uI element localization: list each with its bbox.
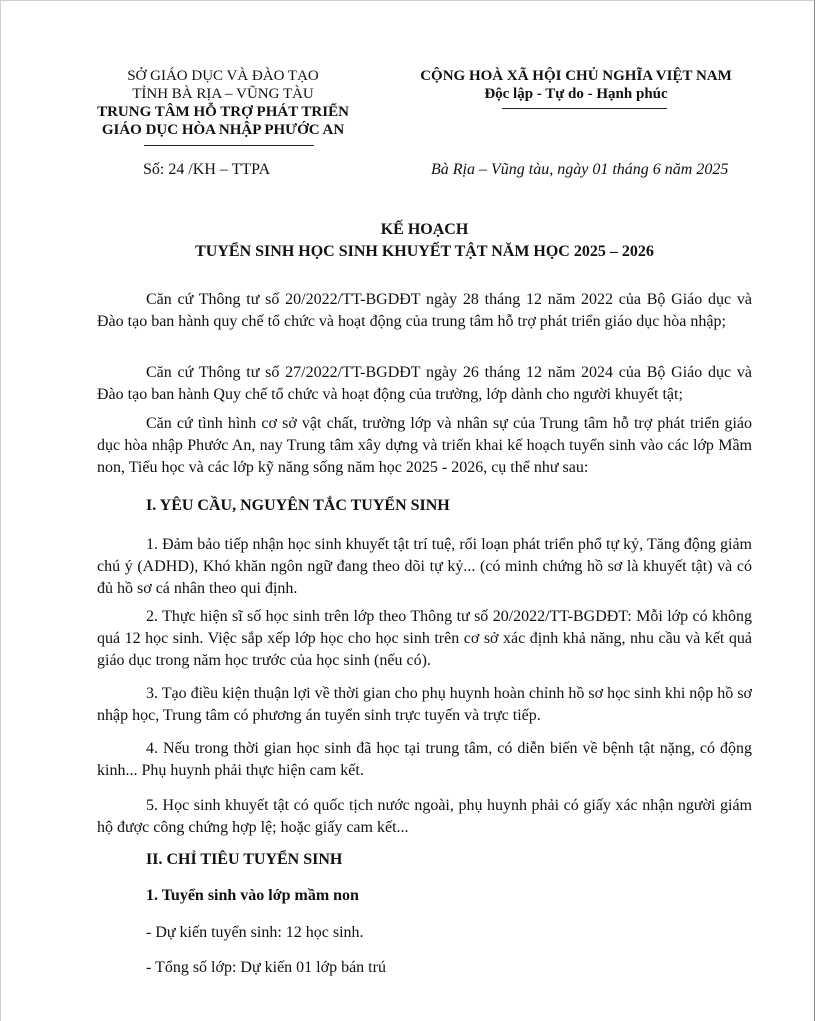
- header-right: [391, 67, 761, 103]
- subsection-heading-preschool: 1. Tuyển sinh vào lớp mầm non: [146, 887, 359, 904]
- document-date: Bà Rịa – Vũng tàu, ngày 01 tháng 6 năm 2025: [431, 161, 729, 178]
- requirement-item-1: 1. Đảm bảo tiếp nhận học sinh khuyết tật trí tuệ, rối loạn phát triển phổ tự kỷ, Tăng động giảm chú ý (ADHD), Khó khăn ngôn ngữ đang theo dõi tự kỷ... (có minh chứng hồ sơ là khuyết tật) và có đủ hồ sơ cá nhân theo qui định.: [97, 536, 752, 597]
- center-name-line1: TRUNG TÂM HỖ TRỢ PHÁT TRIỂN: [97, 104, 349, 120]
- nation-motto: Độc lập - Tự do - Hạnh phúc: [484, 86, 668, 102]
- enrollment-target-line: - Dự kiến tuyển sinh: 12 học sinh.: [146, 924, 364, 941]
- class-count-line: - Tổng số lớp: Dự kiến 01 lớp bán trú: [146, 959, 386, 976]
- header-left-underline: [144, 145, 314, 146]
- basis-paragraph-2: Căn cứ Thông tư số 27/2022/TT-BGDĐT ngày 26 tháng 12 năm 2024 của Bộ Giáo dục và Đào tạo ban hành Quy chế tổ chức và hoạt động của trường, lớp dành cho người khuyết tật;: [97, 364, 752, 403]
- requirement-item-5: 5. Học sinh khuyết tật có quốc tịch nước ngoài, phụ huynh phải có giấy xác nhận người giám hộ được công chứng hợp lệ; hoặc giấy cam kết...: [97, 797, 752, 836]
- requirement-item-3: 3. Tạo điều kiện thuận lợi về thời gian cho phụ huynh hoàn chỉnh hồ sơ học sinh khi nộp hồ sơ nhập học, Trung tâm có phương án tuyển sinh trực tuyến và trực tiếp.: [97, 685, 752, 724]
- requirement-item-4: 4. Nếu trong thời gian học sinh đã học tại trung tâm, có diễn biến về bệnh tật nặng, có động kinh... Phụ huynh phải thực hiện cam kết.: [97, 740, 752, 779]
- basis-paragraph-1: Căn cứ Thông tư số 20/2022/TT-BGDĐT ngày 28 tháng 12 năm 2022 của Bộ Giáo dục và Đào tạo ban hành quy chế tổ chức và hoạt động của trung tâm hỗ trợ phát triển giáo dục hòa nhập;: [97, 291, 752, 330]
- section-heading-2: II. CHỈ TIÊU TUYỂN SINH: [146, 851, 343, 868]
- document-subtitle: TUYỂN SINH HỌC SINH KHUYẾT TẬT NĂM HỌC 2025 – 2026: [195, 243, 654, 260]
- document-number: Số: 24 /KH – TTPA: [143, 161, 271, 178]
- center-name-line2: GIÁO DỤC HÒA NHẬP PHƯỚC AN: [101, 122, 345, 138]
- header-right-underline: [502, 108, 667, 109]
- agency-name: SỞ GIÁO DỤC VÀ ĐÀO TẠO: [127, 68, 319, 84]
- basis-paragraph-3: Căn cứ tình hình cơ sở vật chất, trường lớp và nhân sự của Trung tâm hỗ trợ phát triển giáo dục hòa nhập Phước An, nay Trung tâm xây dựng và triển khai kế hoạch tuyển sinh vào các lớp Mầm non, Tiểu học và các lớp kỹ năng sống năm học 2025 - 2026, cụ thể như sau:: [97, 415, 752, 476]
- province-name: TỈNH BÀ RỊA – VŨNG TÀU: [132, 86, 314, 102]
- document-title: KẾ HOẠCH: [380, 221, 469, 238]
- requirement-item-2: 2. Thực hiện sĩ số học sinh trên lớp theo Thông tư số 20/2022/TT-BGDĐT: Mỗi lớp có không quá 12 học sinh. Việc sắp xếp lớp học cho học sinh trên cơ sở xác định khả năng, nhu cầu và kết quả giáo dục trong năm học trước của học sinh (nếu có).: [97, 608, 752, 669]
- header-left: [63, 67, 383, 139]
- nation-name: CỘNG HOÀ XÃ HỘI CHỦ NGHĨA VIỆT NAM: [420, 68, 732, 84]
- section-heading-1: I. YÊU CẦU, NGUYÊN TẮC TUYỂN SINH: [146, 497, 450, 514]
